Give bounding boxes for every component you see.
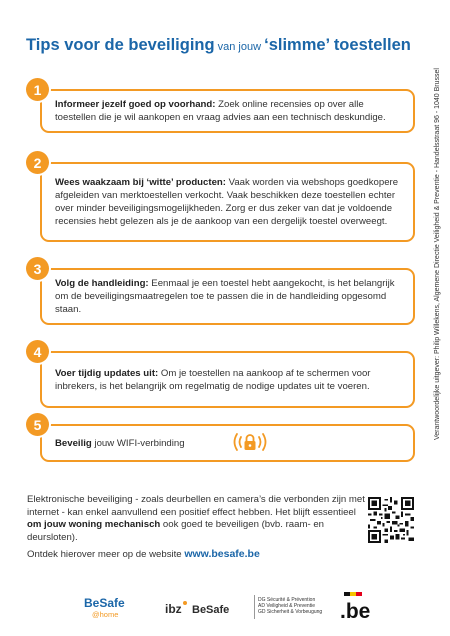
tip-3-text: Eenmaal je een toestel hebt aangekocht, is het belangrijk om de beveiligingsmaatregelen toe te passen die in de handleiding opgesomd staan. xyxy=(55,278,395,315)
tip-card-1 xyxy=(40,89,415,133)
intro-emphasis: om jouw woning mechanisch xyxy=(27,519,161,530)
besafe-logo-text: BeSafe xyxy=(192,604,230,616)
tip-number-badge-3: 3 xyxy=(26,257,49,280)
website-callout xyxy=(27,548,260,560)
tip-number-badge-1: 1 xyxy=(26,78,49,101)
logo-divider xyxy=(254,595,255,619)
fed-line-nl: AD Veiligheid & Preventie xyxy=(258,603,315,609)
tip-4-heading: Voer tijdig updates uit: xyxy=(55,367,159,379)
fed-line-fr: DG Sécurité & Prévention xyxy=(258,597,316,603)
tip-number-badge-2: 2 xyxy=(26,151,49,174)
besafe-home-name: BeSafe xyxy=(84,596,125,610)
title-subject: ‘slimme’ toestellen xyxy=(264,36,411,54)
tip-5-heading: Beveilig xyxy=(55,437,92,449)
tip-1-heading: Informeer jezelf goed op voorhand: xyxy=(55,99,216,110)
website-link[interactable]: www.besafe.be xyxy=(184,548,260,560)
besafe-home-sub: @home xyxy=(92,610,119,619)
tip-card-5 xyxy=(40,424,415,462)
tip-3-heading: Volg de handleiding: xyxy=(55,278,149,289)
besafe-home-logo xyxy=(82,594,132,620)
tip-number-badge-5: 5 xyxy=(26,413,49,436)
tip-card-2 xyxy=(40,162,415,242)
title-main: Tips voor de beveiliging xyxy=(26,36,215,54)
tip-2-heading: Wees waakzaam bij ‘witte’ producten: xyxy=(55,177,226,188)
publisher-notice: Verantwoordelijke uitgever: Philip Willekens, Algemene Directie Veiligheid & Preventie - Handelsstraat 96 - 1040 Brussel xyxy=(434,68,441,440)
be-logo xyxy=(338,592,374,622)
page-title xyxy=(26,36,426,55)
tip-card-4 xyxy=(40,351,415,408)
federal-department-lines xyxy=(258,597,322,615)
intro-text-2: ook goed te beveiligen (bvb. raam- en deursloten). xyxy=(27,519,324,543)
intro-text-1: Elektronische beveiliging - zoals deurbellen en camera’s die verbonden zijn met internet - kan enkel aanvullend een positief effect hebben. Het blijft essentieel xyxy=(27,494,365,518)
cta-text: Ontdek hierover meer op de website xyxy=(27,549,185,560)
be-logo-text: .be xyxy=(340,600,371,622)
wifi-lock-icon xyxy=(230,430,270,454)
title-connector: van jouw xyxy=(214,41,265,53)
tip-number-badge-4: 4 xyxy=(26,340,49,363)
qr-code[interactable] xyxy=(368,497,414,543)
fed-line-de: GD Sicherheit & Vorbeugung xyxy=(258,609,323,615)
tip-card-3 xyxy=(40,268,415,325)
tip-5-text: jouw WIFI-verbinding xyxy=(91,437,185,449)
tip-4-text: Om je toestellen na aankoop af te schermen voor inbrekers, is het belangrijk om regelmatig de nodige updates uit te voeren. xyxy=(55,367,371,392)
ibz-besafe-logo xyxy=(165,598,253,618)
intro-paragraph xyxy=(27,494,367,544)
ibz-logo-text: ibz xyxy=(165,602,182,616)
tip-1-text: Zoek online recensies op over alle toestellen die je wil aankopen en vraag advies aan een technisch deskundige. xyxy=(55,99,386,123)
tip-2-text: Vaak worden via webshops goedkopere afgeleiden van merktoestellen verkocht. Vaak beschikken deze toestellen echter over minder beveiligingsmogelijkheden. Zorg er dus zeker van dat je voldoende recensies hebt gelezen als je de aankoop van een dergelijk toestel overweegt. xyxy=(55,177,399,227)
